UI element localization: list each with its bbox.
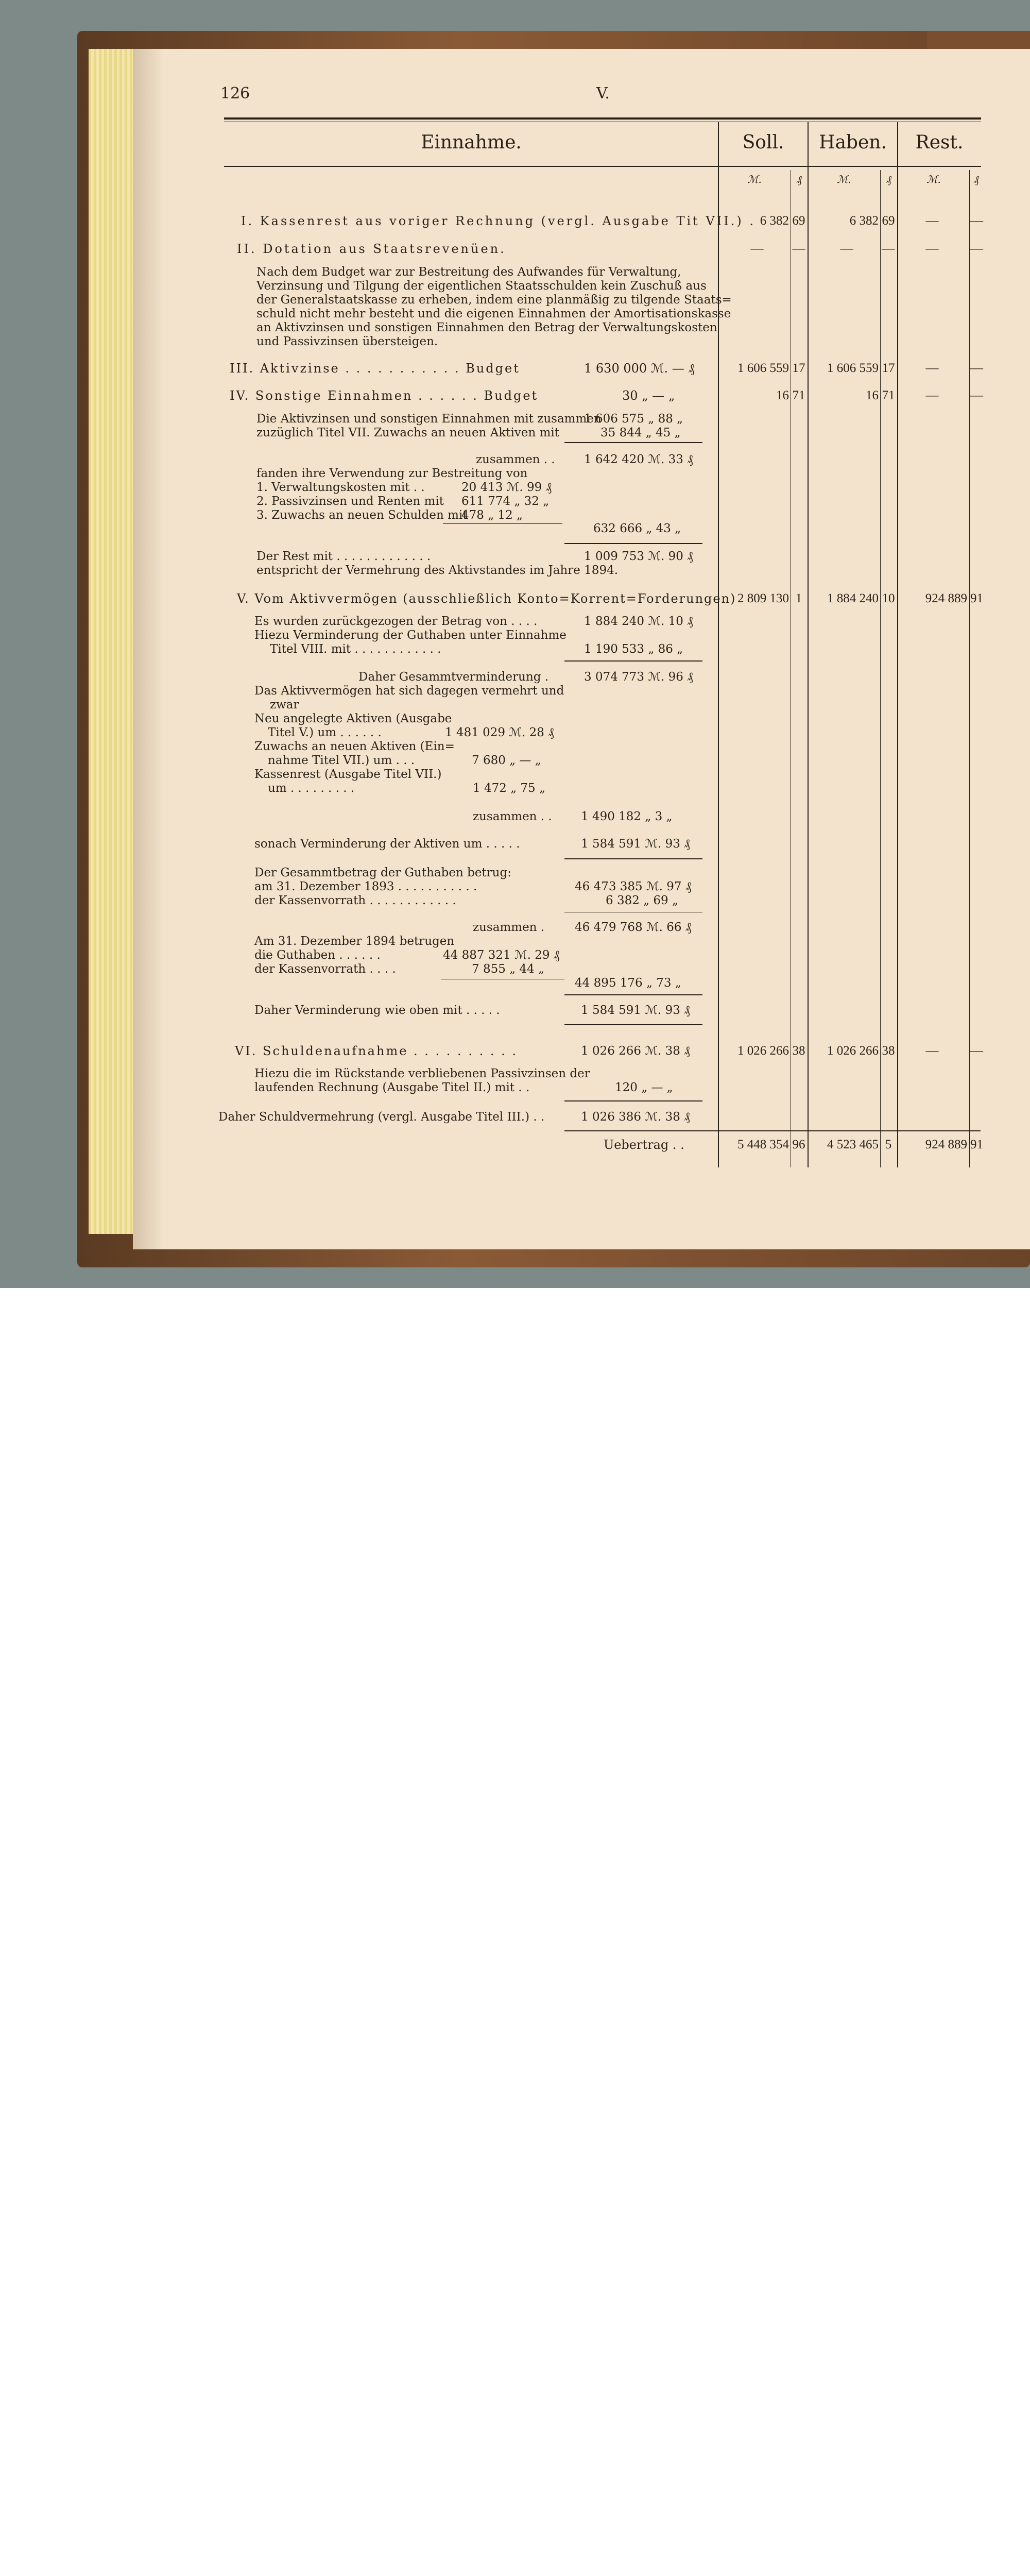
iv-b-value: 35 844 „ 45 „	[600, 426, 681, 439]
v-i2-value: 7 855 „ 44 „	[472, 962, 544, 976]
iv-c1-value: 20 413 ℳ. 99 ₰	[461, 481, 552, 494]
iv-rule-1	[564, 442, 702, 443]
iv-a-value: 1 606 575 „ 88 „	[584, 412, 683, 426]
row-i-label: I. Kassenrest aus voriger Rechnung (vergl. Ausgabe Tit VII.) .	[241, 214, 756, 228]
v-h2: der Kassenvorrath . . . . . . . . . . . .	[254, 894, 456, 907]
row-i-haben-p: 69	[882, 214, 895, 228]
row-v-rest-m: 924 889	[925, 591, 967, 605]
row-v-rest-p: 91	[970, 591, 983, 605]
v-rule-1	[564, 660, 702, 662]
v-rule-2	[564, 858, 702, 859]
total-haben-m: 4 523 465	[827, 1138, 879, 1151]
page-edges	[89, 49, 135, 1234]
table-header-rule	[224, 166, 981, 167]
row-vi-rest-m: —	[925, 1044, 939, 1058]
iv-b: zuzüglich Titel VII. Zuwachs an neuen Aktiven mit	[256, 426, 560, 439]
v-i1-value: 44 887 321 ℳ. 29 ₰	[443, 948, 560, 962]
row-ii-soll-p: —	[792, 242, 805, 256]
v-b2-value: 1 190 533 „ 86 „	[584, 642, 683, 656]
row-vi-label: VI. Schuldenaufnahme . . . . . . . . . .	[235, 1044, 518, 1058]
row-i-rest-m: —	[925, 214, 939, 228]
row-iii-rest-m: —	[925, 361, 939, 375]
v-f2-value: 1 472 „ 75 „	[473, 782, 545, 795]
row-i-soll-p: 69	[792, 214, 805, 228]
row-ii-text-6: und Passivzinsen übersteigen.	[256, 335, 438, 348]
col-divider-haben	[808, 122, 809, 1167]
total-label: Uebertrag . .	[604, 1138, 684, 1152]
row-ii-text-2: Verzinsung und Tilgung der eigentlichen Staatsschulden kein Zuschuß aus	[256, 279, 707, 293]
row-vi-haben-p: 38	[882, 1044, 895, 1058]
v-fsum: zusammen . .	[473, 810, 552, 823]
iv-sum-value: 1 642 420 ℳ. 33 ₰	[584, 453, 693, 466]
v-sum-value: 3 074 773 ℳ. 96 ₰	[584, 670, 693, 684]
row-iii-inner: 1 630 000 ℳ. — ₰	[584, 361, 695, 376]
iv-rest-2: entspricht der Vermehrung des Aktivstandes im Jahre 1894.	[256, 564, 619, 577]
total-rest-p: 91	[970, 1138, 983, 1151]
row-i-haben-m: 6 382	[849, 214, 879, 228]
iv-c2: 2. Passivzinsen und Renten mit	[256, 495, 444, 508]
row-i-soll-m: 6 382	[760, 214, 789, 228]
total-rest-m: 924 889	[925, 1138, 967, 1151]
header-soll: Soll.	[742, 132, 784, 153]
v-i: Am 31. Dezember 1894 betrugen	[254, 935, 455, 948]
vi-b: laufenden Rechnung (Ausgabe Titel II.) mit . .	[254, 1081, 530, 1094]
vi-b-value: 120 „ — „	[615, 1081, 673, 1094]
row-iii-haben-p: 17	[882, 361, 895, 375]
unit-rest-pf: ₰	[974, 173, 979, 185]
row-vi-soll-m: 1 026 266	[737, 1044, 789, 1058]
v-c2: zwar	[270, 698, 299, 711]
iv-c: fanden ihre Verwendung zur Bestreitung von	[256, 467, 528, 480]
row-iv-inner: 30 „ — „	[622, 388, 675, 403]
v-b: Hiezu Verminderung der Guthaben unter Einnahme	[254, 629, 566, 642]
total-soll-m: 5 448 354	[737, 1138, 789, 1151]
row-iii-soll-p: 17	[792, 361, 805, 375]
iv-c2-value: 611 774 „ 32 „	[461, 495, 550, 508]
v-e2: nahme Titel VII.) um . . .	[268, 754, 415, 767]
v-d: Neu angelegte Aktiven (Ausgabe	[254, 712, 452, 725]
col-divider-soll	[718, 122, 719, 1167]
row-ii-text-4: schuld nicht mehr besteht und die eigenen Einnahmen der Amortisationskasse	[256, 307, 731, 320]
row-ii-text-1: Nach dem Budget war zur Bestreitung des Aufwandes für Verwaltung,	[256, 265, 681, 279]
row-iv-haben-p: 71	[882, 388, 895, 402]
row-ii-haben-p: —	[882, 242, 895, 256]
col-divider-haben-pf	[880, 170, 881, 1167]
iv-c1: 1. Verwaltungskosten mit . .	[256, 481, 425, 494]
row-v-haben-m: 1 884 240	[827, 591, 879, 605]
row-ii-soll-m: —	[750, 242, 764, 256]
v-d2-value: 1 481 029 ℳ. 28 ₰	[445, 726, 554, 739]
v-c: Das Aktivvermögen hat sich dagegen vermehrt und	[254, 684, 564, 698]
v-e2-value: 7 680 „ — „	[472, 754, 541, 767]
table-top-rule	[224, 117, 981, 120]
v-h2-value: 6 382 „ 69 „	[606, 894, 678, 907]
total-soll-p: 96	[792, 1138, 805, 1151]
iv-rule-3	[564, 543, 702, 544]
row-iii-haben-m: 1 606 559	[827, 361, 879, 375]
page-number: 126	[220, 84, 250, 103]
row-iii-rest-p: —	[970, 361, 983, 375]
row-vi-rest-p: —	[970, 1044, 983, 1058]
row-ii-text-5: an Aktivzinsen und sonstigen Einnahmen den Betrag der Verwaltungskosten	[256, 321, 717, 334]
row-vi-soll-p: 38	[792, 1044, 805, 1058]
iv-rest-value: 1 009 753 ℳ. 90 ₰	[584, 550, 693, 563]
row-iv-soll-p: 71	[792, 388, 805, 402]
vi-a: Hiezu die im Rückstande verbliebenen Passivzinsen der	[254, 1067, 590, 1080]
v-fsum-value: 1 490 182 „ 3 „	[581, 810, 673, 823]
header-einnahme: Einnahme.	[421, 132, 522, 153]
v-rule-5	[564, 994, 702, 995]
v-hsum: zusammen .	[473, 921, 545, 934]
row-iv-soll-m: 16	[776, 388, 789, 402]
iv-sum: zusammen . .	[476, 453, 555, 466]
v-h1: am 31. Dezember 1893 . . . . . . . . . . .	[254, 880, 477, 893]
v-isum-value: 44 895 176 „ 73 „	[575, 976, 681, 990]
row-v-soll-p: 1	[795, 591, 802, 605]
v-sum: Daher Gesammtverminderung .	[358, 670, 549, 684]
row-ii-rest-p: —	[970, 242, 983, 256]
col-divider-rest	[897, 122, 898, 1167]
row-v-soll-m: 2 809 130	[737, 591, 789, 605]
unit-rest-mark: ℳ.	[926, 173, 941, 185]
v-g-value: 1 584 591 ℳ. 93 ₰	[581, 837, 690, 851]
row-ii-text-3: der Generalstaatskasse zu erheben, indem eine planmäßig zu tilgende Staats=	[256, 293, 732, 307]
iv-a: Die Aktivzinsen und sonstigen Einnahmen mit zusammen	[256, 412, 602, 426]
v-a: Es wurden zurückgezogen der Betrag von . . . .	[254, 615, 538, 628]
vi-c: Daher Schuldvermehrung (vergl. Ausgabe Titel III.) . .	[218, 1110, 545, 1124]
unit-soll-pf: ₰	[797, 173, 802, 185]
iv-c3-value: 478 „ 12 „	[461, 509, 523, 522]
vi-rule-1	[564, 1100, 702, 1101]
v-i2: der Kassenvorrath . . . .	[254, 962, 396, 976]
col-divider-rest-pf	[969, 170, 970, 1167]
row-vi-haben-m: 1 026 266	[827, 1044, 879, 1058]
header-haben: Haben.	[819, 132, 887, 153]
total-haben-p: 5	[885, 1138, 892, 1151]
row-iv-rest-p: —	[970, 388, 983, 402]
vi-c-value: 1 026 386 ℳ. 38 ₰	[581, 1110, 690, 1124]
row-iv-rest-m: —	[925, 388, 939, 402]
v-j-value: 1 584 591 ℳ. 93 ₰	[581, 1004, 690, 1017]
viewer-footer	[0, 1288, 1030, 1313]
unit-haben-mark: ℳ.	[837, 173, 851, 185]
row-v-haben-p: 10	[882, 591, 895, 605]
unit-haben-pf: ₰	[886, 173, 891, 185]
iv-c3: 3. Zuwachs an neuen Schulden mit	[256, 509, 468, 522]
v-b2: Titel VIII. mit . . . . . . . . . . . .	[270, 642, 441, 656]
v-j: Daher Verminderung wie oben mit . . . . .	[254, 1004, 500, 1017]
v-f: Kassenrest (Ausgabe Titel VII.)	[254, 768, 442, 781]
v-h: Der Gesammtbetrag der Guthaben betrug:	[254, 866, 511, 879]
row-v-label: V. Vom Aktivvermögen (ausschließlich Konto=Korrent=Forderungen)	[237, 591, 736, 606]
v-f2: um . . . . . . . . .	[268, 782, 355, 795]
iv-c-sum-value: 632 666 „ 43 „	[593, 522, 681, 535]
page-gutter-shade	[133, 49, 164, 1249]
iv-rest: Der Rest mit . . . . . . . . . . . . .	[256, 550, 431, 563]
v-rule-6	[564, 1024, 702, 1025]
row-iii-soll-m: 1 606 559	[737, 361, 789, 375]
row-ii-label: II. Dotation aus Staatsrevenüen.	[237, 242, 506, 256]
row-iv-label: IV. Sonstige Einnahmen . . . . . . Budget	[230, 388, 539, 403]
row-i-rest-p: —	[970, 214, 983, 228]
v-hsum-value: 46 479 768 ℳ. 66 ₰	[575, 921, 692, 934]
unit-soll-mark: ℳ.	[747, 173, 762, 185]
v-e: Zuwachs an neuen Aktiven (Ein=	[254, 740, 455, 753]
v-h1-value: 46 473 385 ℳ. 97 ₰	[575, 880, 692, 893]
v-g: sonach Verminderung der Aktiven um . . . . .	[254, 837, 520, 851]
v-d2: Titel V.) um . . . . . .	[268, 726, 382, 739]
header-rest: Rest.	[915, 132, 964, 153]
v-a-value: 1 884 240 ℳ. 10 ₰	[584, 615, 693, 628]
row-iii-label: III. Aktivzinse . . . . . . . . . . . Budget	[230, 361, 520, 376]
row-ii-haben-m: —	[840, 242, 853, 256]
v-i1: die Guthaben . . . . . .	[254, 948, 381, 962]
row-ii-rest-m: —	[925, 242, 939, 256]
row-iv-haben-m: 16	[866, 388, 879, 402]
iv-rule-2	[443, 523, 562, 524]
total-rule	[564, 1130, 981, 1131]
row-vi-inner: 1 026 266 ℳ. 38 ₰	[581, 1044, 690, 1058]
section-label: V.	[596, 84, 610, 103]
